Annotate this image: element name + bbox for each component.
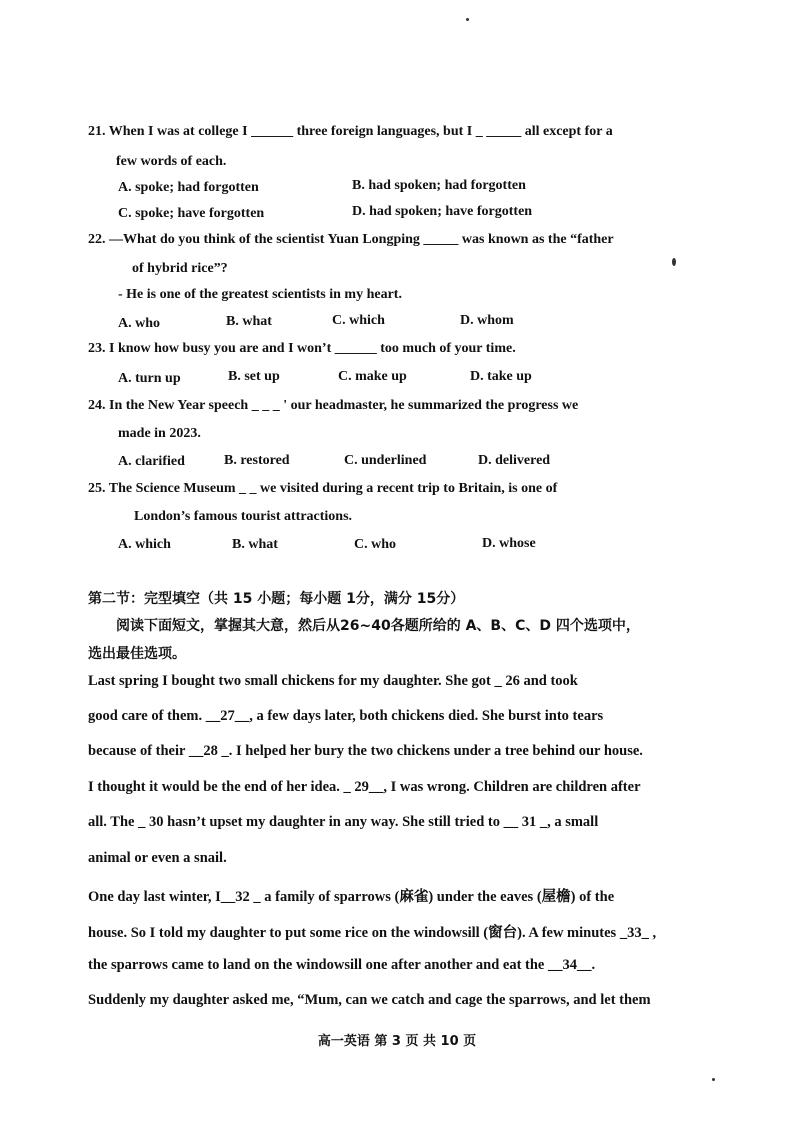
question-21-option-d: D. had spoken; have forgotten xyxy=(352,204,533,219)
question-21-stem: 21. When I was at college I ______ three foreign languages, but I _ _____ all except for a xyxy=(88,124,613,139)
question-23-stem: 23. I know how busy you are and I won’t ______ too much of your time. xyxy=(88,341,516,356)
question-25-option-a: A. which xyxy=(118,537,171,552)
passage-line: house. So I told my daughter to put some rice on the windowsill (窗台). A few minutes _33_ , xyxy=(88,925,657,941)
page-footer: 高一英语 第 3 页 共 10 页 xyxy=(317,1034,477,1049)
passage-line: all. The _ 30 hasn’t upset my daughter in any way. She still tried to __ 31 _, a small xyxy=(88,814,599,830)
question-21-stem-cont: few words of each. xyxy=(116,154,227,169)
question-22-option-d: D. whom xyxy=(460,313,514,328)
question-22-option-a: A. who xyxy=(118,316,161,331)
question-23-option-b: B. set up xyxy=(228,369,280,384)
passage-line: because of their __28 _. I helped her bury the two chickens under a tree behind our house. xyxy=(88,743,643,759)
question-23-option-a: A. turn up xyxy=(118,371,181,386)
question-21-option-c: C. spoke; have forgotten xyxy=(118,206,265,221)
section-instruction-2: 选出最佳选项。 xyxy=(88,646,186,662)
question-25-stem-cont: London’s famous tourist attractions. xyxy=(134,509,353,524)
question-24-option-a: A. clarified xyxy=(118,454,185,469)
section-title: 第二节：完型填空（共 15 小题；每小题 1分，满分 15分） xyxy=(88,591,465,607)
passage-line: One day last winter, I__32 _ a family of sparrows (麻雀) under the eaves (屋檐) of the xyxy=(88,889,615,905)
passage-line: I thought it would be the end of her idea. _ 29__, I was wrong. Children are children after xyxy=(88,779,641,795)
scan-speck xyxy=(466,18,469,21)
question-25-option-c: C. who xyxy=(354,537,397,552)
question-25-option-b: B. what xyxy=(232,537,278,552)
question-24-stem: 24. In the New Year speech _ _ _ ' our headmaster, he summarized the progress we xyxy=(88,398,579,413)
passage-line: animal or even a snail. xyxy=(88,850,227,866)
question-25-stem: 25. The Science Museum _ _ we visited during a recent trip to Britain, is one of xyxy=(88,481,558,496)
question-24-stem-cont: made in 2023. xyxy=(118,426,201,441)
question-24-option-c: C. underlined xyxy=(344,453,427,468)
question-21-option-b: B. had spoken; had forgotten xyxy=(352,178,526,193)
question-24-option-b: B. restored xyxy=(224,453,290,468)
passage-line: good care of them. __27__, a few days later, both chickens died. She burst into tears xyxy=(88,708,604,724)
passage-line: Suddenly my daughter asked me, “Mum, can we catch and cage the sparrows, and let them xyxy=(88,992,651,1008)
question-21-option-a: A. spoke; had forgotten xyxy=(118,180,259,195)
question-23-option-d: D. take up xyxy=(470,369,532,384)
scan-speck xyxy=(712,1078,715,1081)
question-22-stem-cont: of hybrid rice”? xyxy=(132,261,228,276)
question-22-answer-line: - He is one of the greatest scientists in my heart. xyxy=(118,287,402,302)
scan-speck xyxy=(672,258,676,266)
section-instruction-1: 阅读下面短文，掌握其大意，然后从26~40各题所给的 A、B、C、D 四个选项中， xyxy=(116,618,640,634)
question-25-option-d: D. whose xyxy=(482,536,536,551)
passage-line: Last spring I bought two small chickens for my daughter. She got _ 26 and took xyxy=(88,673,578,689)
question-22-option-c: C. which xyxy=(332,313,385,328)
question-22-option-b: B. what xyxy=(226,314,272,329)
question-24-option-d: D. delivered xyxy=(478,453,551,468)
question-23-option-c: C. make up xyxy=(338,369,407,384)
passage-line: the sparrows came to land on the windowsill one after another and eat the __34__. xyxy=(88,957,596,973)
question-22-stem: 22. —What do you think of the scientist Yuan Longping _____ was known as the “father xyxy=(88,232,614,247)
